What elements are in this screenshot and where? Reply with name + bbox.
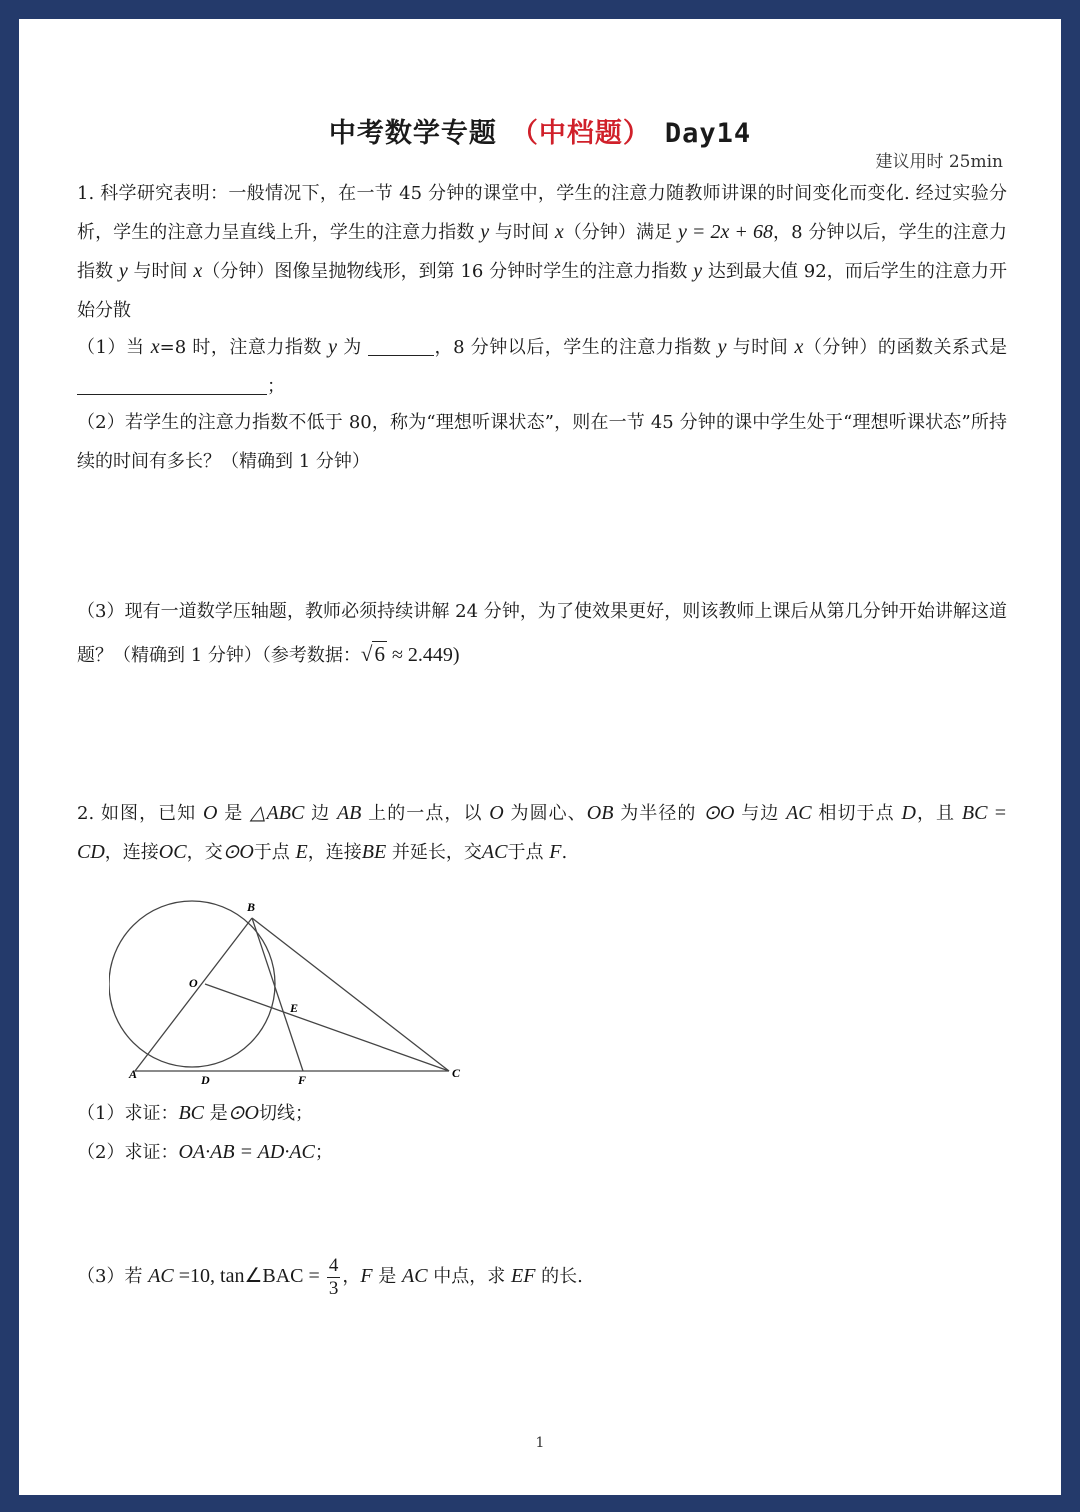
worksheet-page [19, 19, 1061, 1495]
q1-part1: （1）当 x=8 时，注意力指数 y 为 ，8 分钟以后，学生的注意力指数 y 与时间 x（分钟）的函数关系式是 ； [77, 328, 1007, 406]
label-f: F [298, 1073, 307, 1087]
label-o: O [189, 976, 198, 990]
q2-part3: （3）若 AC =10, tan∠BAC = $\frac{4}{3}$ ，F 是 AC 中点，求 EF 的长. [77, 1254, 583, 1299]
q1-part2: （2）若学生的注意力指数不低于 80，称为“理想听课状态”，则在一节 45 分钟的课中学生处于“理想听课状态”所持续的时间有多长？（精确到 1 分钟） [77, 412, 1007, 472]
suggested-time: 建议用时 25min [875, 152, 1003, 172]
q2-stem: 2. 如图，已知 O 是 △ABC 边 AB 上的一点，以 O 为圆心、OB 为半径的 ⊙O 与边 AC 相切于点 D，且 BC = CD，连接OC，交⊙O于点 E，连接BE 并延长，交AC于点 F. [77, 802, 1007, 863]
q1-stem: 1. 科学研究表明：一般情况下，在一节 45 分钟的课堂中，学生的注意力随教师讲课的时间变化而变化. 经过实验分析，学生的注意力呈直线上升，学生的注意力指数 y 与时间 x（分钟）满足 y = 2x + 68，8 分钟以后，学生的注意力指数 y 与时间 x（分钟）图像呈抛物线形，到第 16 分钟时学生的注意力指数 y 达到最大值 92，而后学生的注意力开始分散 [77, 183, 1007, 321]
label-c: C [452, 1066, 461, 1080]
segment-bc [252, 918, 449, 1071]
answer-blank-2[interactable] [77, 372, 267, 395]
label-a: A [129, 1067, 138, 1081]
answer-blank-1[interactable] [368, 333, 434, 356]
q2-part2: （2）求证：OA·AB = AD·AC； [77, 1141, 333, 1163]
label-d: D [201, 1073, 210, 1087]
fraction-four-thirds: $\frac{4}{3}$ [328, 1254, 339, 1299]
q1-part3: （3）现有一道数学压轴题，教师必须持续讲解 24 分钟，为了使效果更好，则该教师上课后从第几分钟开始讲解这道题？（精确到 1 分钟）（参考数据：√6 ≈ 2.449) [77, 601, 1007, 666]
segment-bf [252, 918, 303, 1071]
label-b: B [247, 900, 256, 914]
title-main: 中考数学专题 [328, 118, 497, 149]
title-day: Day14 [664, 118, 752, 149]
page-title [19, 111, 1061, 150]
geometry-figure [109, 884, 469, 1094]
page-number: 1 [535, 1435, 545, 1451]
title-level: （中档题） [510, 118, 651, 149]
label-e: E [290, 1001, 299, 1015]
q2-part1: （1）求证：BC 是⊙O切线； [77, 1102, 313, 1124]
sqrt-six: √6 [360, 642, 385, 666]
segment-oc [205, 984, 449, 1071]
q1-formula: y = 2x + 68 [677, 221, 773, 243]
